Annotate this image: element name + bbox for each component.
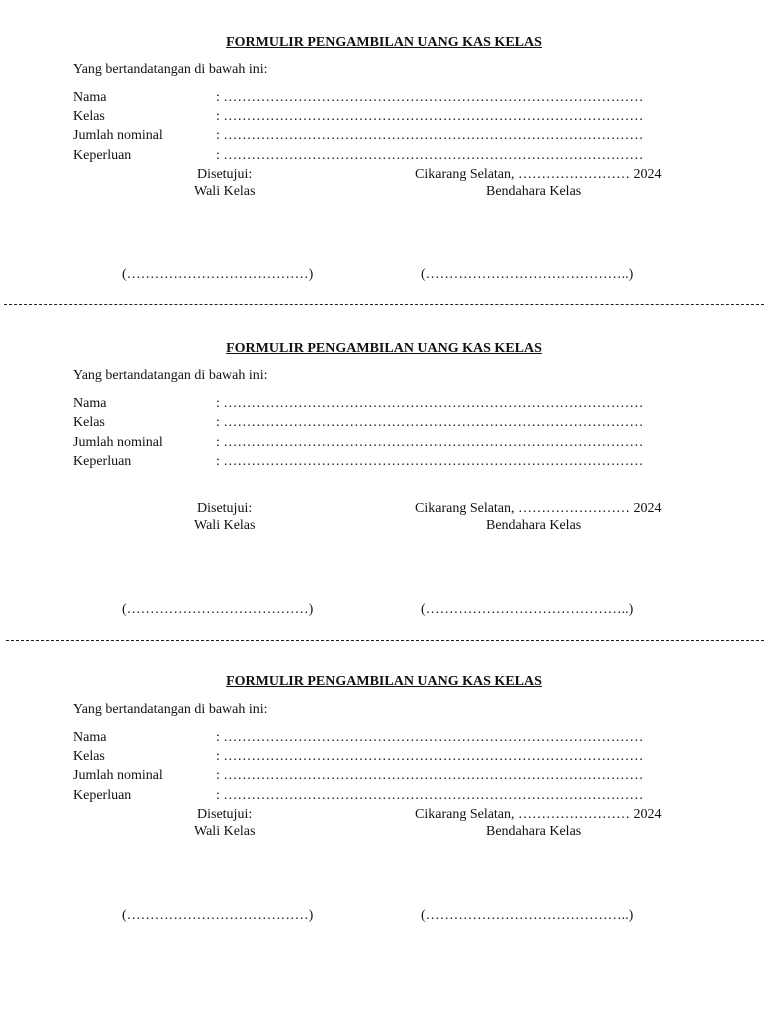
field-value-keperluan[interactable]: : ……………………………………………………………………………… bbox=[216, 788, 644, 803]
signature-line-left: (…………………………………) bbox=[122, 602, 314, 617]
approved-label: Disetujui: bbox=[197, 501, 253, 516]
signature-line-right: (……………………………………..) bbox=[421, 908, 634, 923]
signature-line-right: (……………………………………..) bbox=[421, 602, 634, 617]
place-date: Cikarang Selatan, …………………… 2024 bbox=[415, 167, 662, 182]
approved-label: Disetujui: bbox=[197, 167, 253, 182]
treasurer-role: Bendahara Kelas bbox=[486, 518, 582, 533]
signature-line-left: (…………………………………) bbox=[122, 267, 314, 282]
approved-label: Disetujui: bbox=[197, 807, 253, 822]
intro-text: Yang bertandatangan di bawah ini: bbox=[73, 368, 268, 383]
intro-text: Yang bertandatangan di bawah ini: bbox=[73, 62, 268, 77]
approver-role: Wali Kelas bbox=[194, 184, 256, 199]
field-label-keperluan: Keperluan bbox=[73, 788, 132, 803]
field-value-jumlah-nominal[interactable]: : ……………………………………………………………………………… bbox=[216, 128, 644, 143]
field-label-kelas: Kelas bbox=[73, 109, 105, 124]
signature-line-left: (…………………………………) bbox=[122, 908, 314, 923]
cut-line-divider bbox=[6, 640, 764, 641]
field-value-kelas[interactable]: : ……………………………………………………………………………… bbox=[216, 109, 644, 124]
field-label-jumlah-nominal: Jumlah nominal bbox=[73, 435, 163, 450]
field-value-keperluan[interactable]: : ……………………………………………………………………………… bbox=[216, 148, 644, 163]
field-value-jumlah-nominal[interactable]: : ……………………………………………………………………………… bbox=[216, 435, 644, 450]
field-value-keperluan[interactable]: : ……………………………………………………………………………… bbox=[216, 454, 644, 469]
field-label-nama: Nama bbox=[73, 730, 107, 745]
place-date: Cikarang Selatan, …………………… 2024 bbox=[415, 501, 662, 516]
intro-text: Yang bertandatangan di bawah ini: bbox=[73, 702, 268, 717]
field-value-kelas[interactable]: : ……………………………………………………………………………… bbox=[216, 415, 644, 430]
field-label-kelas: Kelas bbox=[73, 749, 105, 764]
place-date: Cikarang Selatan, …………………… 2024 bbox=[415, 807, 662, 822]
cut-line-divider bbox=[4, 304, 764, 305]
signature-line-right: (……………………………………..) bbox=[421, 267, 634, 282]
field-label-nama: Nama bbox=[73, 396, 107, 411]
treasurer-role: Bendahara Kelas bbox=[486, 184, 582, 199]
form-title: FORMULIR PENGAMBILAN UANG KAS KELAS bbox=[226, 341, 542, 356]
field-label-kelas: Kelas bbox=[73, 415, 105, 430]
field-value-nama[interactable]: : ……………………………………………………………………………… bbox=[216, 396, 644, 411]
field-label-nama: Nama bbox=[73, 90, 107, 105]
field-label-jumlah-nominal: Jumlah nominal bbox=[73, 768, 163, 783]
field-label-keperluan: Keperluan bbox=[73, 454, 132, 469]
field-label-jumlah-nominal: Jumlah nominal bbox=[73, 128, 163, 143]
field-label-keperluan: Keperluan bbox=[73, 148, 132, 163]
form-title: FORMULIR PENGAMBILAN UANG KAS KELAS bbox=[226, 35, 542, 50]
treasurer-role: Bendahara Kelas bbox=[486, 824, 582, 839]
approver-role: Wali Kelas bbox=[194, 824, 256, 839]
approver-role: Wali Kelas bbox=[194, 518, 256, 533]
field-value-nama[interactable]: : ……………………………………………………………………………… bbox=[216, 730, 644, 745]
field-value-jumlah-nominal[interactable]: : ……………………………………………………………………………… bbox=[216, 768, 644, 783]
field-value-nama[interactable]: : ……………………………………………………………………………… bbox=[216, 90, 644, 105]
field-value-kelas[interactable]: : ……………………………………………………………………………… bbox=[216, 749, 644, 764]
form-title: FORMULIR PENGAMBILAN UANG KAS KELAS bbox=[226, 674, 542, 689]
